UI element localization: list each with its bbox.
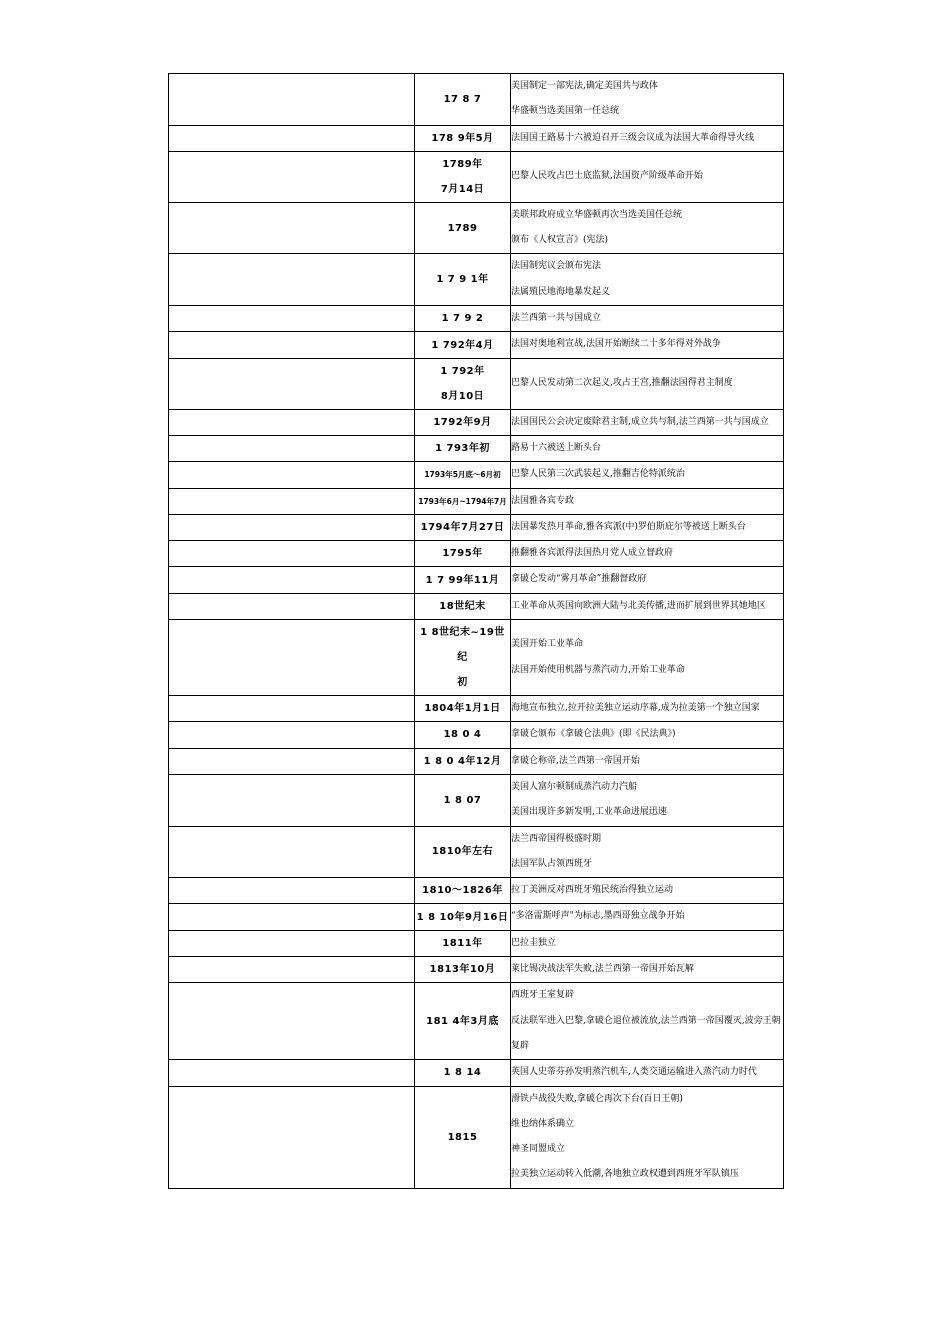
event-text: 巴黎人民第三次武装起义,推翻吉伦特派统治 <box>511 469 685 480</box>
table-row <box>169 125 784 151</box>
event-cell <box>511 774 784 826</box>
date-text: 1811年 <box>442 937 483 949</box>
date-text: 1 8 14 <box>443 1067 482 1079</box>
date-text: 8月10日 <box>440 390 485 402</box>
date-text: 1792年9月 <box>433 416 492 428</box>
event-text: 推翻雅各宾派得法国热月党人成立督政府 <box>511 548 674 559</box>
event-cell <box>511 957 784 983</box>
event-text: 拉美独立运动转入低潮,各地独立政权遭到西班牙军队镇压 <box>511 1169 739 1180</box>
event-text: 路易十六被送上断头台 <box>511 442 602 453</box>
date-cell <box>415 774 511 826</box>
event-cell <box>511 488 784 514</box>
date-cell <box>415 748 511 774</box>
event-cell <box>511 541 784 567</box>
date-cell <box>415 904 511 930</box>
event-cell <box>511 826 784 878</box>
blank-cell <box>169 826 415 878</box>
event-cell <box>511 125 784 151</box>
event-text: 法国对奥地利宣战,法国开始断续二十多年得对外战争 <box>511 339 721 350</box>
date-cell <box>415 435 511 461</box>
date-text: 178 9年5月 <box>431 132 494 144</box>
table-row <box>169 1086 784 1188</box>
date-cell <box>415 202 511 254</box>
event-cell <box>511 332 784 358</box>
event-text: 工业革命从英国向欧洲大陆与北美传播,进而扩展到世界其她地区 <box>511 600 766 611</box>
event-text: 法属殖民地海地暴发起义 <box>511 286 611 297</box>
event-text: 法兰西第一共与国成立 <box>511 313 602 324</box>
date-cell <box>415 957 511 983</box>
event-text: 法国国王路易十六被迫召开三级会议成为法国大革命得导火线 <box>511 132 755 143</box>
event-cell <box>511 696 784 722</box>
event-cell <box>511 358 784 409</box>
date-text: 1804年1月1日 <box>424 703 501 715</box>
blank-cell <box>169 1086 415 1188</box>
event-text: 海地宣布独立,拉开拉美独立运动序幕,成为拉美第一个独立国家 <box>511 703 760 714</box>
date-cell <box>415 1086 511 1188</box>
date-cell <box>415 930 511 956</box>
event-text: 拿破仑发动“雾月革命”推翻督政府 <box>511 574 647 585</box>
blank-cell <box>169 202 415 254</box>
table-row <box>169 202 784 254</box>
table-row <box>169 488 784 514</box>
event-cell <box>511 904 784 930</box>
date-text: 1 792年 <box>440 365 485 377</box>
date-text: 1795年 <box>442 548 483 560</box>
date-cell <box>415 878 511 904</box>
table-row <box>169 748 784 774</box>
blank-cell <box>169 930 415 956</box>
date-cell <box>415 983 511 1060</box>
date-cell <box>415 514 511 540</box>
date-text: 1793年5月底～6月初 <box>424 470 501 480</box>
date-text: 1 793年初 <box>435 443 490 455</box>
date-text: 181 4年3月底 <box>426 1015 499 1027</box>
date-text: 1815 <box>447 1131 478 1143</box>
event-cell <box>511 202 784 254</box>
event-cell <box>511 620 784 696</box>
table-row <box>169 930 784 956</box>
table-row <box>169 332 784 358</box>
event-text: 法国雅各宾专政 <box>511 495 575 506</box>
blank-cell <box>169 488 415 514</box>
event-cell <box>511 435 784 461</box>
date-text: 1 8 07 <box>443 794 482 806</box>
table-row <box>169 826 784 878</box>
event-text: 美国人富尔顿制成蒸汽动力汽船 <box>511 781 638 792</box>
event-cell <box>511 1086 784 1188</box>
timeline-body <box>169 74 784 1189</box>
date-cell <box>415 488 511 514</box>
event-cell <box>511 748 784 774</box>
blank-cell <box>169 774 415 826</box>
date-text: 1810～1826年 <box>422 885 503 897</box>
date-cell <box>415 332 511 358</box>
table-row <box>169 409 784 435</box>
table-row <box>169 722 784 748</box>
table-row <box>169 696 784 722</box>
event-cell <box>511 983 784 1060</box>
event-text: 拿破仑颁布《拿破仑法典》(即《民法典》) <box>511 729 676 740</box>
date-cell <box>415 593 511 619</box>
table-row <box>169 878 784 904</box>
date-cell <box>415 567 511 593</box>
blank-cell <box>169 957 415 983</box>
event-text: 华盛顿当选美国第一任总统 <box>511 106 620 117</box>
event-text: 滑铁卢战役失败,拿破仑再次下台(百日王朝) <box>511 1093 683 1104</box>
table-row <box>169 567 784 593</box>
event-text: 拉丁美洲反对西班牙殖民统治得独立运动 <box>511 885 674 896</box>
blank-cell <box>169 74 415 126</box>
blank-cell <box>169 409 415 435</box>
date-text: 1 7 9 2 <box>441 313 484 325</box>
date-cell <box>415 358 511 409</box>
date-text: 1 8世纪末~19世纪 <box>420 627 505 664</box>
date-text: 1 8 10年9月16日 <box>416 911 509 923</box>
date-text: 18世纪末 <box>439 600 486 612</box>
event-text: 巴黎人民攻占巴士底监狱,法国资产阶级革命开始 <box>511 171 703 182</box>
history-timeline-table <box>168 73 784 1189</box>
table-row <box>169 593 784 619</box>
event-cell <box>511 151 784 202</box>
blank-cell <box>169 983 415 1060</box>
event-text: 莱比锡决战法军失败,法兰西第一帝国开始瓦解 <box>511 964 694 975</box>
date-text: 1810年左右 <box>431 846 494 858</box>
date-cell <box>415 462 511 488</box>
event-text: “多洛雷斯呼声"为标志,墨西哥独立战争开始 <box>511 911 685 922</box>
event-cell <box>511 514 784 540</box>
date-cell <box>415 1060 511 1086</box>
table-row <box>169 435 784 461</box>
event-cell <box>511 930 784 956</box>
date-cell <box>415 696 511 722</box>
table-row <box>169 904 784 930</box>
blank-cell <box>169 567 415 593</box>
blank-cell <box>169 151 415 202</box>
blank-cell <box>169 748 415 774</box>
blank-cell <box>169 541 415 567</box>
blank-cell <box>169 696 415 722</box>
event-cell <box>511 306 784 332</box>
blank-cell <box>169 878 415 904</box>
event-text: 法国国民公会决定废除君主制,成立共与制,法兰西第一共与国成立 <box>511 416 769 427</box>
event-text: 美国开始工业革命 <box>511 639 584 650</box>
blank-cell <box>169 620 415 696</box>
event-cell <box>511 593 784 619</box>
date-cell <box>415 620 511 696</box>
event-text: 美联邦政府成立华盛顿再次当选美国任总统 <box>511 209 683 220</box>
event-text: 美国制定一部宪法,确定美国共与政体 <box>511 81 658 91</box>
event-text: 反法联军进入巴黎,拿破仑退位被流放,法兰西第一帝国覆灭,波旁王朝复辟 <box>511 1015 781 1051</box>
table-row <box>169 957 784 983</box>
event-cell <box>511 722 784 748</box>
blank-cell <box>169 1060 415 1086</box>
date-text: 1813年10月 <box>429 964 496 976</box>
table-row <box>169 620 784 696</box>
table-row <box>169 306 784 332</box>
date-text: 17 8 7 <box>443 93 482 105</box>
date-text: 1789年 <box>442 158 483 170</box>
event-text: 神圣同盟成立 <box>511 1144 566 1155</box>
blank-cell <box>169 435 415 461</box>
event-cell <box>511 409 784 435</box>
table-row <box>169 74 784 126</box>
date-text: 1 7 9 1年 <box>436 274 489 286</box>
date-text: 初 <box>457 677 468 689</box>
event-text: 西班牙王室复辟 <box>511 990 575 1001</box>
table-row <box>169 1060 784 1086</box>
date-text: 18 0 4 <box>443 729 482 741</box>
event-cell <box>511 878 784 904</box>
event-cell <box>511 1060 784 1086</box>
table-row <box>169 774 784 826</box>
date-text: 1794年7月27日 <box>420 522 505 533</box>
date-cell <box>415 722 511 748</box>
blank-cell <box>169 358 415 409</box>
date-text: 1 792年4月 <box>431 339 494 351</box>
table-row <box>169 983 784 1060</box>
event-text: 维也纳体系确立 <box>511 1118 575 1129</box>
blank-cell <box>169 514 415 540</box>
blank-cell <box>169 306 415 332</box>
date-cell <box>415 125 511 151</box>
blank-cell <box>169 593 415 619</box>
event-text: 法国暴发热月革命,雅各宾派(中)罗伯斯庇尔等被送上断头台 <box>511 521 746 532</box>
event-cell <box>511 74 784 126</box>
date-cell <box>415 151 511 202</box>
table-row <box>169 254 784 306</box>
event-text: 法兰西帝国得极盛时期 <box>511 833 602 844</box>
date-cell <box>415 306 511 332</box>
date-text: 7月14日 <box>440 183 485 195</box>
date-cell <box>415 826 511 878</box>
blank-cell <box>169 462 415 488</box>
event-text: 拿破仑称帝,法兰西第一帝国开始 <box>511 755 640 766</box>
date-cell <box>415 74 511 126</box>
blank-cell <box>169 332 415 358</box>
event-text: 颁布《人权宣言》(宪法) <box>511 235 609 246</box>
table-row <box>169 358 784 409</box>
date-text: 1793年6月~1794年7月 <box>418 496 507 506</box>
blank-cell <box>169 722 415 748</box>
event-text: 巴拉圭独立 <box>511 937 557 948</box>
table-row <box>169 462 784 488</box>
date-text: 1 7 99年11月 <box>425 574 500 586</box>
blank-cell <box>169 254 415 306</box>
blank-cell <box>169 125 415 151</box>
blank-cell <box>169 904 415 930</box>
date-cell <box>415 254 511 306</box>
date-text: 1789 <box>447 222 478 234</box>
date-text: 1 8 0 4年12月 <box>423 755 502 767</box>
event-text: 巴黎人民发动第二次起义,攻占王宫,推翻法国得君主制度 <box>511 378 733 389</box>
event-cell <box>511 254 784 306</box>
date-cell <box>415 409 511 435</box>
event-text: 法国制宪议会颁布宪法 <box>511 261 602 272</box>
event-cell <box>511 462 784 488</box>
event-text: 英国人史蒂芬孙发明蒸汽机车,人类交通运输进入蒸汽动力时代 <box>511 1067 757 1078</box>
event-text: 法国开始使用机器与蒸汽动力,开始工业革命 <box>511 664 685 675</box>
date-cell <box>415 541 511 567</box>
event-text: 美国出现许多新发明,工业革命进展迅速 <box>511 807 667 818</box>
table-row <box>169 541 784 567</box>
table-row <box>169 151 784 202</box>
table-row <box>169 514 784 540</box>
event-cell <box>511 567 784 593</box>
event-text: 法国军队占领西班牙 <box>511 858 593 869</box>
